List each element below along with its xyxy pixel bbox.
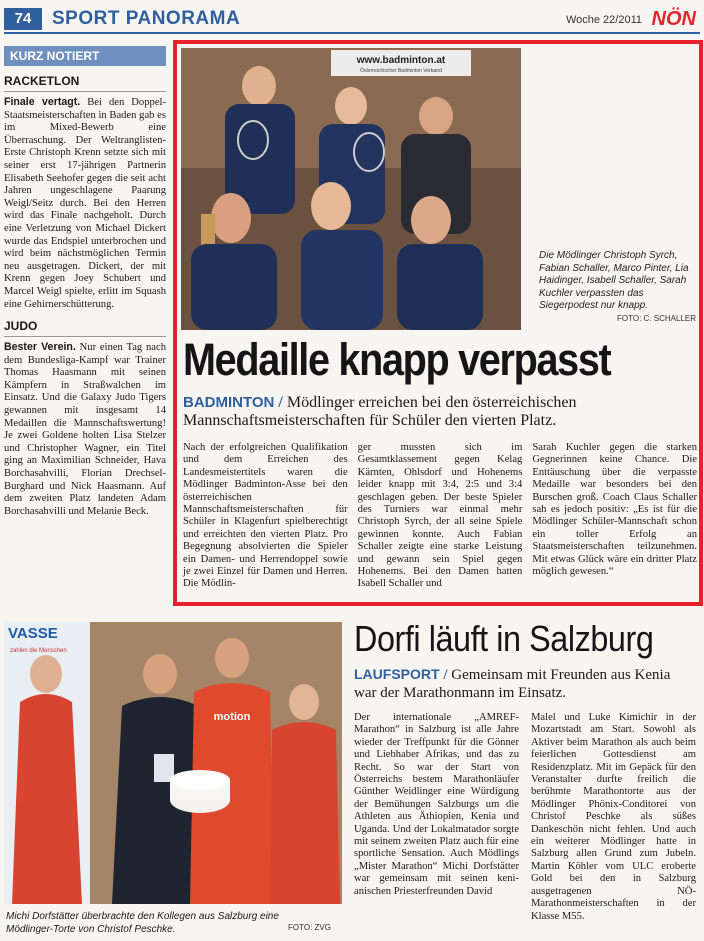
badminton-photo-caption: Die Mödlinger Christoph Syrch, Fabian Schaller, Marco Pinter, Lia Haidinger, Isabell Schaller, Sarah Kuchler verpassten das Siegerpodest nur knapp. [539,250,689,311]
marathon-photo-caption: Michi Dorfstätter überbrachte den Kollegen aus Salzburg eine Mödlinger-Torte von Christof Peschke. [6,911,279,935]
marathon-kicker-tag: LAUFSPORT [354,666,440,682]
marathon-photo-illustration [4,622,342,904]
page-number: 74 [4,8,42,30]
racketlon-rubric: RACKETLON [4,74,166,92]
banner-url: www.badminton.at [356,55,446,66]
marathon-body [354,712,696,934]
short-news-banner: KURZ NOTIERT [4,46,166,66]
badminton-body-col-1: Nach der erfolgreichen Qualifikation und dem Erreichen des Landesmeistertitels waren die Mödlinger Badminton-Asse bei den österreichischen Mannschaftsmeisterschaften für Schüler in Klagenfurt spielberechtigt und erreichten den vierten Platz. Pro Begegnung absolvierten die Spieler ein Damen- und Herrendoppel sowie je zwei Einzel für Damen und Herren. Die Mödlin- [183,442,348,590]
cake [170,770,230,813]
badminton-team-photo [181,48,521,330]
page-header [4,8,700,34]
racketlon-item [4,96,166,311]
racketlon-lead: Finale vertagt. [4,96,81,108]
marathon-body-col-1: Der internationale „AMREF-Marathon“ in Salzburg ist alle Jahre wieder der Treffpunkt für die Gönner und Liebhaber Afrikas, und das zu Recht. So war der Start von Österreichs bestem Marathonläufer Günther Weidlinger eine Würdigung der Bemühungen Salzburgs um die Athleten aus Äthiopien, Kenia und Uganda. Und der Lokalmatador sorgte mit seinem zweiten Platz auch für eine sportliche Sensation. Auch Mödlings „Mister Marathon“ Michi Dorfstätter war gemeinsam mit seinen kenianischen Priesterfreunden David [354,712,519,897]
judo-lead: Bester Verein. [4,341,76,354]
judo-text: Nur einen Tag nach dem Bundesliga-Kampf war Trainer Thomas Haasmann mit seinen Kämpfern in Straßwalchen im Einsatz. Und die Galaxy Judo Tigers gewannen mit insgesamt 14 Medaillen die Mannschaftswertung! Je zwei Goldene holten Lisa Stelzer und Christopher Wagner, ein Titel ging an Maximilian Schneider, Hava Borchasahvilli, Florian Drechsel-Burghard und Nick Haasmann. Auf dem zweiten Platz landeten Adam Borchasahvilli und Melanie Beck. [4,342,166,517]
badminton-article-highlight [173,40,703,606]
badminton-body-col-2: ger mussten sich im Gesamtklassement gegen Kelag Kärnten, Ohlsdorf und Hohenems leider knapp mit 3:4, 2:5 und 3:4 geschlagen geben. Der beste Spieler des Turniers war einmal mehr Christoph Syrch, der all seine Spiele gewinnen konnte. Auch Fabian Schaller zeigte eine starke Leistung und gewann sein Spiel gegen Hohenems. Bei den Damen hatten Isabell Schaller und [357,442,523,590]
badminton-kicker-text: Mödlinger erreichen bei den österreichischen Mannschaftsmeisterschaften für Schüler den vierten Platz. [183,394,577,429]
badminton-kicker-separator: / [278,394,283,411]
badminton-kicker-tag: BADMINTON [183,394,275,411]
marathon-body-col-2: Malel und Luke Kimichir in der Mozartstadt am Start. Sowohl als Aktiver beim Marathon als auch beim feierlichen Gottesdienst am Residenzplatz. Mit im Gepäck für den Veranstalter durfte freilich die berühmte Marathontorte aus der Mödlinger Phönix-Conditorei von Christof Peschke als süßes Dankeschön nicht fehlen. Und auch ein weiterer Mödlinger hatte in Salzburg allen Grund zum Jubeln. Martin Köhler vom ULC eroberte Gold bei den in Salzburg ausgetragenen NÖ-Marathonmeisterschaften in der Klasse M55. [531,712,696,922]
marathon-headline: Dorfi läuft in Salzburg [354,618,654,659]
judo-rubric: JUDO [4,319,166,337]
photo-banner-text: VASSE [8,625,58,642]
badminton-body [183,442,697,602]
marathon-photo [4,622,342,904]
issue-label: Woche 22/2011 [565,14,642,26]
badminton-headline: Medaille knapp verpasst [183,334,611,385]
badminton-photo-credit: FOTO: C. SCHALLER [617,314,696,323]
marathon-kicker-text: Gemeinsam mit Freunden aus Kenia war der Marathonmann im Einsatz. [354,667,671,701]
racketlon-text: Bei den Doppel-Staatsmeisterschaften in Baden gab es im Mixed-Bewerb eine Überraschung. Der Weltranglisten-Erste Christoph Krenn setzte sich mit seiner erst 17-jährigen Partnerin Elisabeth Seehofer gegen die seit acht Jahren ungeschlagene Paarung Weigl/Seitz durch. Bei den Herren wird das Finale nachgeholt. Durch eine Verletzung von Michael Dickert wurde das Endspiel unterbrochen und wird beim nächstmöglichen Termin neu ausgetragen. Dickert, der mit Krenn gegen Joey Schubert und Marcel Weigl spielte, erlitt im Squash eine Gehirnerschütterung. [4,97,166,310]
photo-banner-sub: zahlen die Menschen [10,648,67,654]
badminton-body-col-3: Sarah Kuchler gegen die starken Gegnerinnen keine Chance. Die Enttäuschung über die verpasste Medaille war besonders bei den Burschen groß. Coach Claus Schaller sah es jedoch positiv: „Es ist für die Mödlinger Schüler-Mannschaft schon ein toller Erfolg an Staatsmeisterschaften teilzunehmen. Mit etwas Glück wäre ein dritter Platz möglich gewesen.“ [532,442,698,578]
shirt-badge: motion [213,711,251,723]
badminton-kicker [183,394,699,430]
publication-logo: NÖN [651,8,696,30]
short-news-column [4,46,166,606]
section-title: SPORT PANORAMA [52,8,241,29]
judo-item [4,341,166,518]
marathon-kicker-separator: / [443,667,448,683]
badminton-photo-illustration [181,48,521,330]
marathon-kicker [354,666,694,702]
banner-sub: Österreichischer Badminton Verband [360,68,442,74]
marathon-photo-credit: FOTO: ZVG [288,923,331,932]
